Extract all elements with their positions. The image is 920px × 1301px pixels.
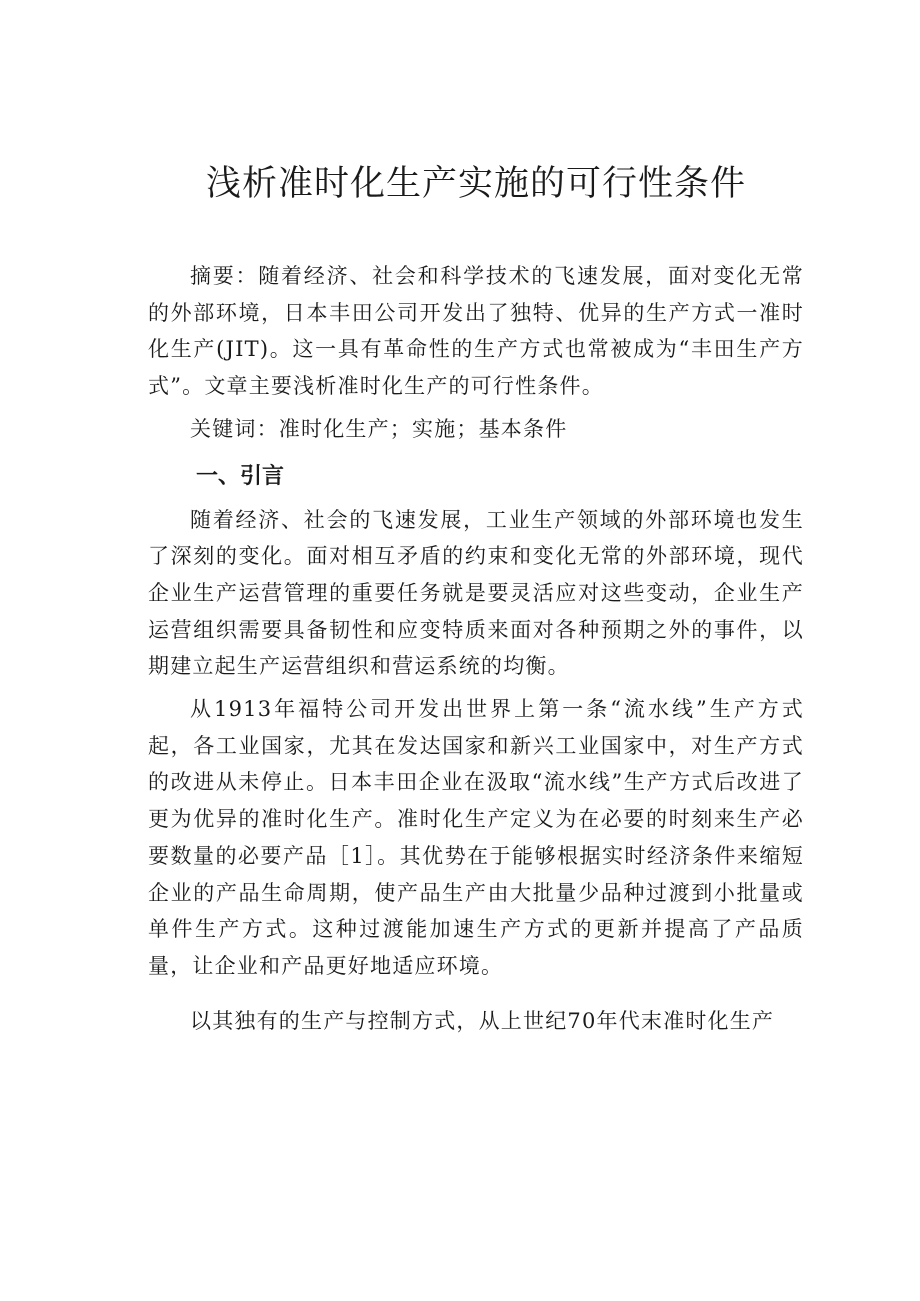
section-heading-introduction: 一、引言 [196,463,285,489]
document-title: 浅析准时化生产实施的可行性条件 [205,164,746,204]
body-paragraph: 从1913年福特公司开发出世界上第一条“流水线”生产方式起，各工业国家，尤其在发达国家和新兴工业国家中，对生产方式的改进从未停止。日本丰田企业在汲取“流水线”生产方式后改进了更为优异的准时化生产。准时化生产定义为在必要的时刻来生产必要数量的必要产品［1］。其优势在于能够根据实时经济条件来缩短企业的产品生命周期，使产品生产由大批量少品种过渡到小批量或单件生产方式。这种过渡能加速生产方式的更新并提高了产品质量，让企业和产品更好地适应环境。 [148,697,804,978]
abstract-paragraph: 摘要：随着经济、社会和科学技术的飞速发展，面对变化无常的外部环境，日本丰田公司开发出了独特、优异的生产方式一准时化生产(JIT)。这一具有革命性的生产方式也常被成为“丰田生产方式”。文章主要浅析准时化生产的可行性条件。 [148,264,804,399]
body-paragraph: 以其独有的生产与控制方式，从上世纪70年代末准时化生产 [190,1008,775,1033]
body-paragraph: 随着经济、社会的飞速发展，工业生产领域的外部环境也发生了深刻的变化。面对相互矛盾的约束和变化无常的外部环境，现代企业生产运营管理的重要任务就是要灵活应对这些变动，企业生产运营组织需要具备韧性和应变特质来面对各种预期之外的事件，以期建立起生产运营组织和营运系统的均衡。 [148,507,804,679]
keywords-line: 关键词：准时化生产；实施；基本条件 [190,416,568,441]
document-page [148,0,804,1039]
